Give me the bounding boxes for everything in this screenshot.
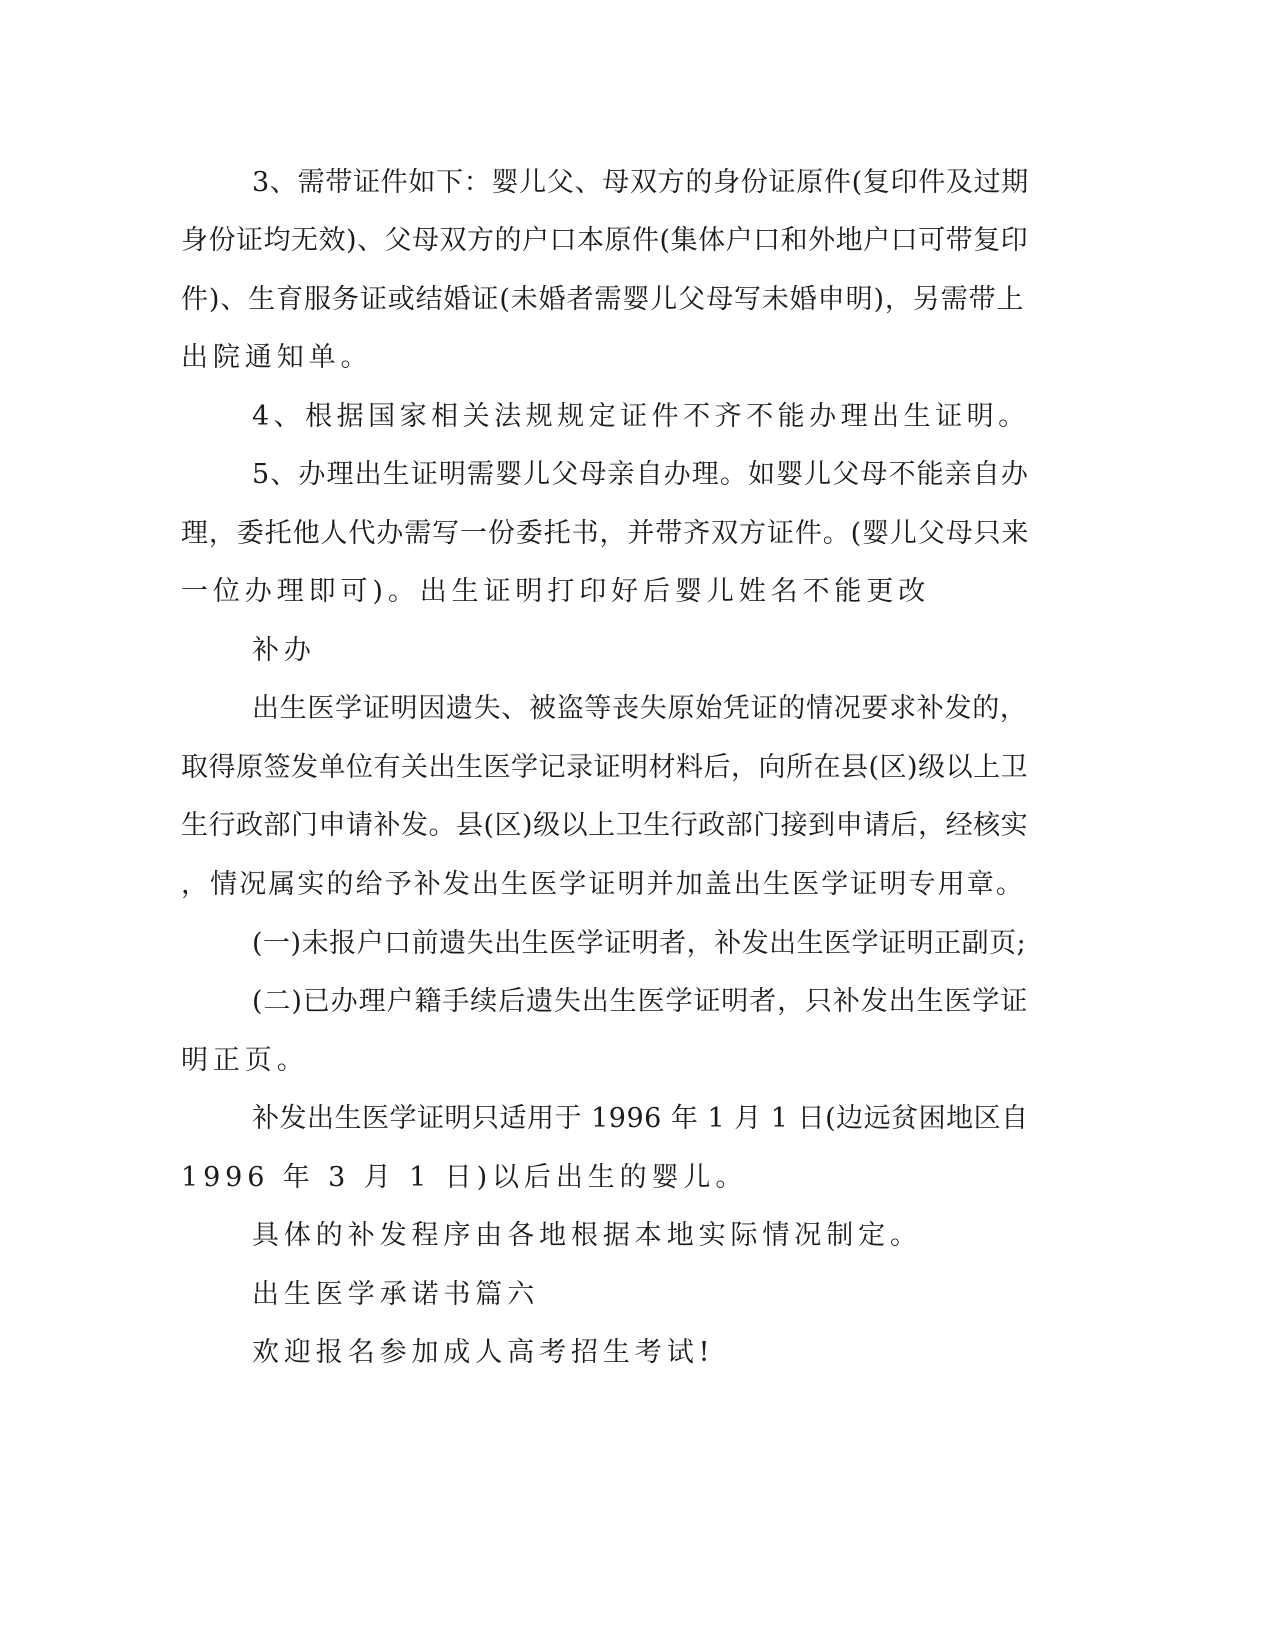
text-line: 一位办理即可)。出生证明打印好后婴儿姓名不能更改 bbox=[181, 576, 931, 607]
text-line: 补发出生医学证明只适用于 1996 年 1 月 1 日(边远贫困地区自 bbox=[252, 1103, 1029, 1134]
text-line: 5、办理出生证明需婴儿父母亲自办理。如婴儿父母不能亲自办 bbox=[252, 459, 1029, 490]
section-heading: 补办 bbox=[252, 635, 316, 666]
text-line: 1996 年 3 月 1 日)以后出生的婴儿。 bbox=[181, 1162, 748, 1193]
text-line: 生行政部门申请补发。县(区)级以上卫生行政部门接到申请后，经核实 bbox=[181, 810, 1029, 841]
text-line: 欢迎报名参加成人高考招生考试! bbox=[252, 1337, 715, 1368]
text-line: 出生医学证明因遗失、被盗等丧失原始凭证的情况要求补发的， bbox=[252, 693, 1028, 724]
text-line: 出院通知单。 bbox=[181, 342, 373, 373]
text-line: 具体的补发程序由各地根据本地实际情况制定。 bbox=[252, 1220, 922, 1251]
text-line: 3、需带证件如下：婴儿父、母双方的身份证原件(复印件及过期 bbox=[252, 167, 1030, 198]
text-line: 身份证均无效)、父母双方的户口本原件(集体户口和外地户口可带复印 bbox=[181, 225, 1029, 256]
text-line: 件)、生育服务证或结婚证(未婚者需婴儿父母写未婚申明)，另需带上 bbox=[181, 284, 1025, 315]
text-line: 理，委托他人代办需写一份委托书，并带齐双方证件。(婴儿父母只来 bbox=[181, 518, 1030, 549]
text-line: ，情况属实的给予补发出生医学证明并加盖出生医学证明专用章。 bbox=[181, 869, 1025, 900]
text-line: 明正页。 bbox=[181, 1045, 309, 1076]
text-line: (二)已办理户籍手续后遗失出生医学证明者，只补发出生医学证 bbox=[252, 986, 1029, 1017]
text-line: (一)未报户口前遗失出生医学证明者，补发出生医学证明正副页; bbox=[252, 928, 1027, 959]
text-line: 取得原签发单位有关出生医学记录证明材料后，向所在县(区)级以上卫 bbox=[181, 752, 1029, 783]
section-heading: 出生医学承诺书篇六 bbox=[252, 1279, 540, 1310]
text-line: 4、根据国家相关法规规定证件不齐不能办理出生证明。 bbox=[252, 401, 1030, 432]
